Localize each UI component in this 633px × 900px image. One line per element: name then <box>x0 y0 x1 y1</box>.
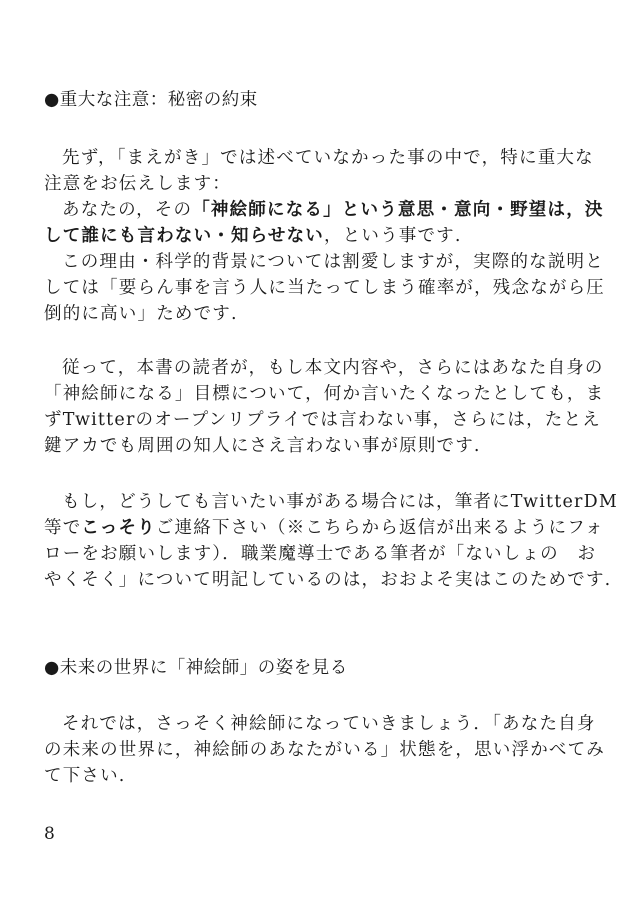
text-run: あなたの，その <box>62 200 193 220</box>
paragraph-line: ローをお願いします）．職業魔導士である筆者が「ないしょの お <box>44 544 597 564</box>
paragraph-line <box>44 516 606 540</box>
paragraph-line: 倒的に高い」ためです. <box>44 304 238 324</box>
paragraph-line: 鍵アカでも周囲の知人にさえ言わない事が原則です. <box>44 436 481 456</box>
paragraph-line: やくそく」について明記しているのは，おおよそ実はこのためです. <box>44 570 612 590</box>
paragraph-line: の未来の世界に，神絵師のあなたがいる」状態を，思い浮かべてみ <box>44 740 605 760</box>
paragraph-line: しては「要らん事を言う人に当たってしまう確率が，残念ながら圧 <box>44 278 605 298</box>
bold-text-run: 「神絵師になる」という意思・意向・野望は，決 <box>192 200 604 220</box>
paragraph-line: 「神絵師になる」目標について，何か言いたくなったとしても，ま <box>44 384 605 404</box>
paragraph-line: ずTwitterのオープンリプライでは言わない事，さらには，たとえ <box>44 410 601 430</box>
paragraph-line: 従って，本書の読者が，もし本文内容や，さらにはあなた自身の <box>62 358 604 378</box>
paragraph-line <box>62 198 624 222</box>
paragraph-line: 注意をお伝えします： <box>44 174 231 194</box>
section-heading-future-world: ●未来の世界に「神絵師」の姿を見る <box>44 658 348 678</box>
section-heading-secret-promise: ●重大な注意：秘密の約束 <box>44 90 258 110</box>
paragraph-line: て下さい. <box>44 766 126 786</box>
page-number: 8 <box>44 824 55 844</box>
bold-text-run: こっそり <box>81 518 156 538</box>
paragraph-line: もし，どうしても言いたい事がある場合には，筆者にTwitterDM <box>62 492 618 512</box>
paragraph-line <box>44 224 606 248</box>
text-run: ご連絡下さい（※こちらから返信が出来るようにフォ <box>155 518 604 538</box>
paragraph-line: 先ず，「まえがき」では述べていなかった事の中で，特に重大な <box>62 148 594 168</box>
bold-text-run: して誰にも言わない・知らせない <box>44 226 324 246</box>
paragraph-line: この理由・科学的背景については割愛しますが，実際的な説明と <box>62 252 604 272</box>
paragraph-line: それでは，さっそく神絵師になっていきましょう．「あなた自身 <box>62 714 596 734</box>
text-run: 等で <box>44 518 82 538</box>
text-run: ，という事です. <box>323 226 462 246</box>
